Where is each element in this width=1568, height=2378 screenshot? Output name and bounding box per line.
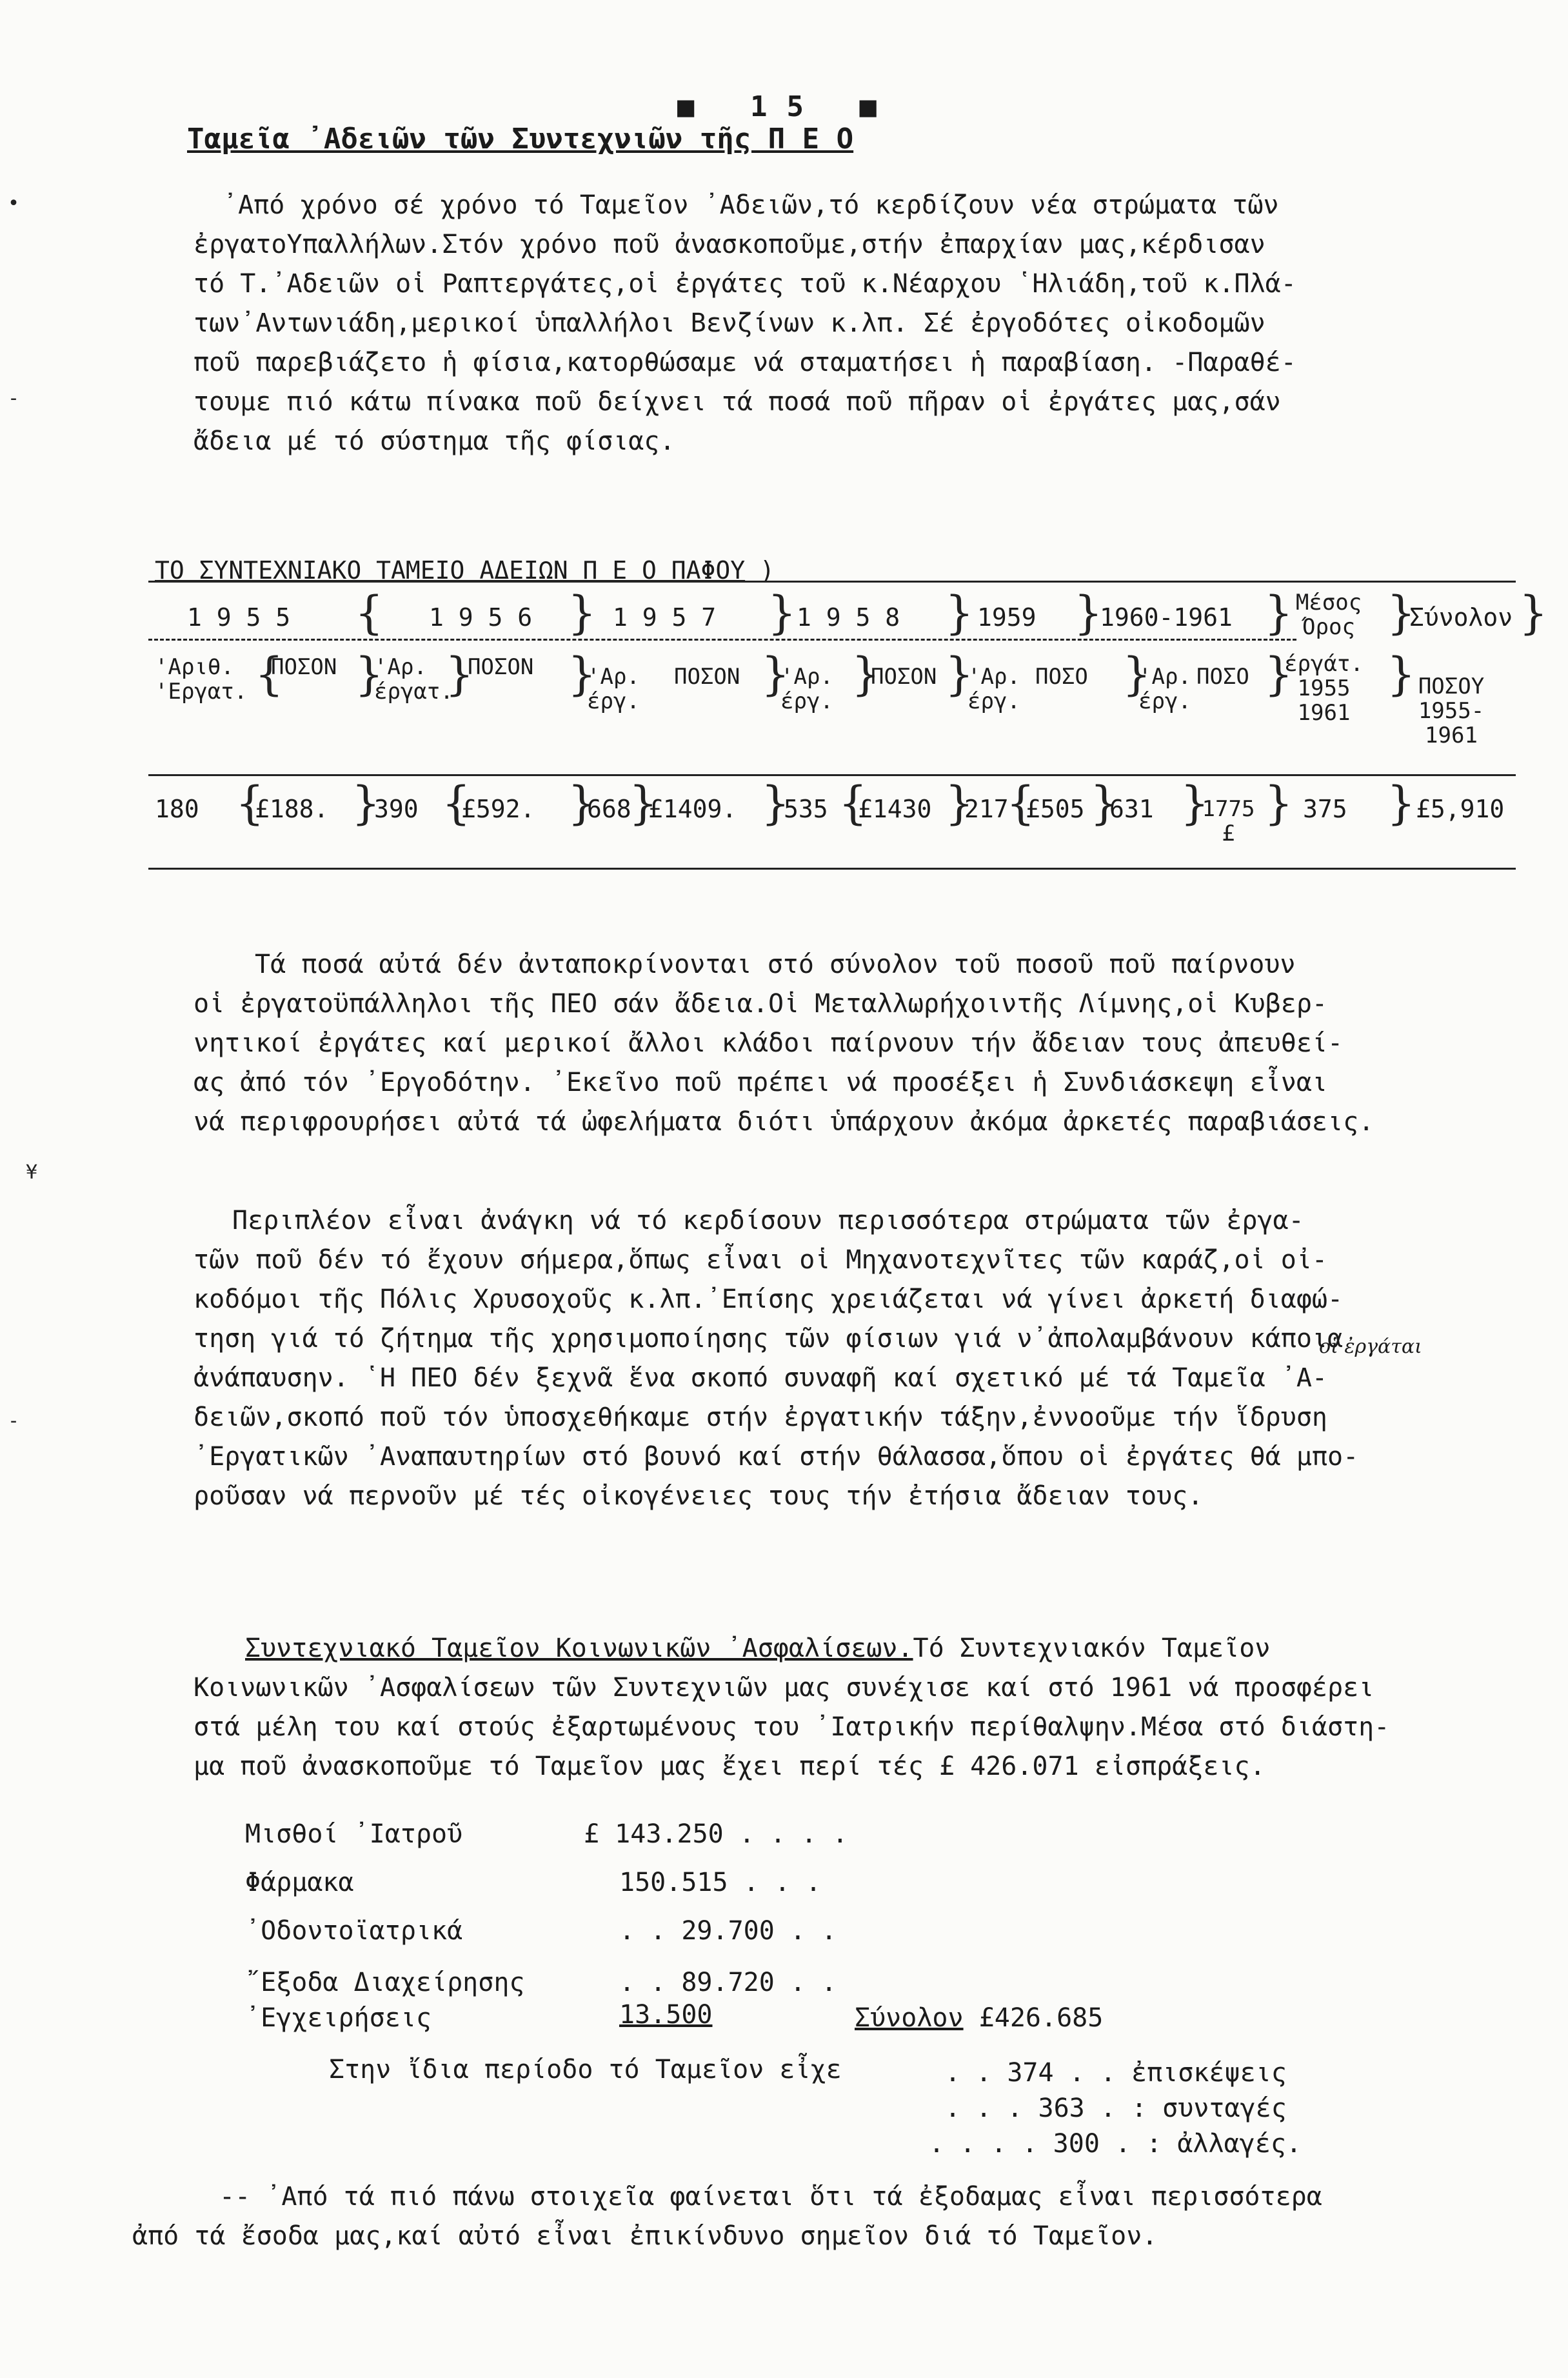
value-1958-workers: 535 [784,795,828,823]
visit-count: 300 [1053,2129,1100,2159]
value-1956-amount: £592. [461,795,535,823]
subheader-workers: 'Αρ. έργ. [968,664,1020,714]
column-brace: } [355,648,384,701]
column-brace: } [945,586,974,639]
text-line: ποῦ παρεβιάζετο ἡ φίσια,κατορθώσαμε νά σταματήσει ἡ παραβίαση. -Παραθέ- [194,348,1296,377]
column-brace: } [851,648,880,701]
text-line: κοδόμοι τῆς Πόλις Χρυσοχοῦς κ.λπ.᾿Επίσης χρειάζεται νά γίνει ἀρκετή διαφώ- [194,1284,1344,1314]
expense-amount: 29.700 [681,1916,775,1946]
column-brace: } [945,648,974,701]
year-header-1957: 1 9 5 7 [613,603,717,632]
visit-label: συνταγές [1162,2093,1287,2123]
column-brace: { [355,586,384,639]
text-line: στά μέλη του καί στούς ἐξαρτωμένους του ᾿Ιατρικήν περίθαλψην.Μέσα στό διάστη- [194,1712,1390,1742]
visit-label: ἐπισκέψεις [1131,2058,1287,2088]
expense-label: Μισθοί ᾿Ιατροῦ [245,1819,463,1849]
text-line: ἐργατοΥπαλλήλων.Στόν χρόνο ποῦ ἀνασκοποῦμε,στήν ἐπαρχίαν μας,κέρδισαν [194,230,1265,259]
column-brace: { [442,777,471,830]
visit-row: . . . 363 . : συνταγές [945,2093,1287,2123]
year-header-1955: 1 9 5 5 [187,603,291,632]
expense-amount: 89.720 [681,1968,775,1997]
column-brace: } [1074,586,1103,639]
value-1957-workers: 668 [587,795,631,823]
value-1956-workers: 390 [374,795,419,823]
expense-amount: £ 143.250 [584,1819,724,1849]
total-header: Σύνολον [1409,603,1513,632]
expense-label: ᾿Εγχειρήσεις [245,2003,432,2033]
value-1960-1961-workers: 631 [1109,795,1154,823]
expense-value: . . 29.700 . . [619,1916,837,1946]
visit-row: . . 374 . . ἐπισκέψεις [945,2058,1287,2088]
value-total-amount: £5,910 [1416,795,1505,823]
column-brace: } [629,777,658,830]
section-heading: Συντεχνιακό Ταμεῖον Κοινωνικῶν ᾿Ασφαλίσεων. [245,1634,913,1663]
expense-label: ῎Εξοδα Διαχείρησης [245,1968,525,1997]
table-title: ΤΟ ΣΥΝΤΕΧΝΙΑΚΟ ΤΑΜΕΙΟ ΑΔΕΙΩΝ Π Ε Ο ΠΑΦΟΥ ) [155,556,775,585]
margin-dash: - [8,1410,20,1432]
text-line: οἱ ἐργατοϋπάλληλοι τῆς ΠΕΟ σάν ἄδεια.Οἱ Μεταλλωρήχοιντῆς Λίμνης,οἱ Κυβερ- [194,989,1327,1019]
subheader-amount: ΠΟΣΟ [1035,664,1088,690]
column-brace: } [1387,777,1416,830]
table-header-rule [148,639,1296,641]
margin-mark: ¥ [26,1161,38,1184]
text-line: ἀπό τά ἔσοδα μας,καί αὐτό εἶναι ἐπικίνδυνο σημεῖον διά τό Ταμεῖον. [132,2221,1158,2251]
column-brace: } [1519,586,1548,639]
subheader-total-amount: ΠΟΣΟΥ 1955-1961 [1418,674,1485,748]
section-heading-line [194,1629,1484,1668]
column-brace: } [1387,648,1416,701]
text-line: των᾿Αντωνιάδη,μερικοί ὑπαλλήλοι Βενζίνων κ.λπ. Σέ ἐργοδότες οἰκοδομῶν [194,308,1265,338]
total-value: £426.685 [978,2003,1104,2033]
document-title: Ταμεῖα ᾿Αδειῶν τῶν Συντεχνιῶν τῆς Π Ε Ο [187,123,854,155]
year-header-1958: 1 9 5 8 [797,603,900,632]
handwritten-note: οἱ ἐργάται [1319,1335,1422,1358]
expense-amount: 150.515 [619,1868,728,1897]
subheader-workers: 'Αρ. έργ. [1138,664,1191,714]
visits-intro: Στην ἴδια περίοδο τό Ταμεῖον εἶχε [329,2055,842,2084]
value-1955-workers: 180 [155,795,199,823]
column-brace: { [255,648,284,701]
column-brace: } [1180,777,1209,830]
text-line: τουμε πιό κάτω πίνακα ποῦ δείχνει τά ποσά ποῦ πῆραν οἱ ἐργάτες μας,σάν [194,387,1281,417]
text-line: Κοινωνικῶν ᾿Ασφαλίσεων τῶν Συντεχνιῶν μας συνέχισε καί στό 1961 νά προσφέρει [194,1673,1374,1703]
table-mid-rule [148,774,1516,776]
margin-dot: • [8,192,20,215]
column-brace: } [445,648,474,701]
column-brace: } [1387,586,1416,639]
year-header-1956: 1 9 5 6 [429,603,533,632]
column-brace: } [761,648,790,701]
subheader-amount: ΠΟΣΟΝ [271,654,337,680]
text-line: ροῦσαν νά περνοῦν μέ τές οἰκογένειες τους τήν ἐτήσια ἄδειαν τους. [194,1481,1204,1511]
text-line: νά περιφρουρήσει αὐτά τά ὠφελήματα διότι ὑπάρχουν ἀκόμα ἀρκετές παραβιάσεις. [194,1107,1374,1137]
column-brace: } [768,586,797,639]
expense-value [619,2000,713,2030]
section-2 [194,1629,1484,1786]
subheader-avg-workers: έργάτ. 1955 1961 [1284,651,1364,726]
text-line: Τά ποσά αὐτά δέν ἀνταποκρίνονται στό σύνολον τοῦ ποσοῦ ποῦ παίρνουν [255,950,1296,979]
text-line: δειῶν,σκοπό ποῦ τόν ὑποσχεθήκαμε στήν ἐργατικήν τάξην,ἐννοοῦμε τήν ἵδρυση [194,1403,1327,1432]
text-line: -- ᾿Από τά πιό πάνω στοιχεῖα φαίνεται ὅτι τά ἐξοδαμας εἶναι περισσότερα [219,2182,1322,2212]
text-line: ἄδεια μέ τό σύστημα τῆς φίσιας. [194,426,675,456]
paragraph-3 [194,1201,1484,1516]
value-1955-amount: £188. [255,795,329,823]
subheader-workers: 'Αρ. έργατ. [374,654,453,704]
text-line: τό Τ.᾿Αδειῶν οἱ Ραπτεργάτες,οἱ ἐργάτες τοῦ κ.Νέαρχου ῾Ηλιάδη,τοῦ κ.Πλά- [194,269,1296,299]
conclusion [132,2177,1519,2256]
year-header-1960-1961: 1960-1961 [1100,603,1233,632]
column-brace: } [568,648,597,701]
expenses-total [855,2003,1103,2033]
expense-label: Φάρμακα [245,1868,354,1897]
column-brace: { [1006,777,1035,830]
expense-value: £ 143.250 . . . . [584,1819,848,1849]
text-line: ᾿Από χρόνο σέ χρόνο τό Ταμεῖον ᾿Αδειῶν,τό κερδίζουν νέα στρώματα τῶν [223,190,1279,220]
visit-label: ἀλλαγές. [1177,2129,1302,2159]
column-brace: } [1090,777,1119,830]
expense-label: ᾿Οδοντοϊατρικά [245,1916,463,1946]
column-brace: } [1264,648,1293,701]
year-header-1959: 1959 [977,603,1037,632]
subheader-workers: 'Αριθ. 'Εργατ. [155,654,248,704]
subheader-workers: 'Αρ. έργ. [587,664,640,714]
expense-amount: 13.500 [619,2000,713,2030]
text-line: Περιπλέον εἶναι ἀνάγκη νά τό κερδίσουν περισσότερα στρώματα τῶν ἐργα- [232,1206,1304,1235]
column-brace: } [1264,777,1293,830]
average-header: Μέσος Όρος [1295,590,1362,640]
column-brace: } [568,777,597,830]
subheader-amount: ΠΟΣΟΝ [871,664,937,690]
subheader-workers: 'Αρ. έργ. [780,664,833,714]
column-brace: { [235,777,264,830]
value-1958-amount: £1430 [858,795,932,823]
intro-paragraph [194,186,1484,461]
column-brace: } [1122,648,1151,701]
value-1960-1961-amount: 1775 £ [1202,796,1255,846]
column-brace: { [839,777,868,830]
visit-count: 374 [1007,2058,1054,2088]
text-line: Τό Συντεχνιακόν Ταμεῖον [913,1634,1271,1663]
subheader-amount: ΠΟΣΟΝ [674,664,740,690]
text-line: τηση γιά τό ζήτημα τῆς χρησιμοποίησης τῶν φίσιων γιά ν᾿ἀπολαμβάνουν κάποια [194,1324,1344,1354]
text-line: νητικοί ἐργάτες καί μερικοί ἄλλοι κλάδοι παίρνουν τήν ἄδειαν τους ἀπευθεί- [194,1028,1344,1058]
paragraph-2 [194,945,1484,1142]
total-label: Σύνολον [855,2003,964,2033]
visit-row: . . . . 300 . : ἀλλαγές. [929,2129,1302,2159]
column-brace: } [568,586,597,639]
table-top-rule [148,581,1516,583]
text-line: τῶν ποῦ δέν τό ἔχουν σήμερα,ὅπως εἶναι οἱ Μηχανοτεχνῖτες τῶν καράζ,οἱ οἰ- [194,1245,1327,1275]
expense-value: . . 89.720 . . [619,1968,837,1997]
text-line: μα ποῦ ἀνασκοποῦμε τό Ταμεῖον μας ἔχει περί τές £ 426.071 εἰσπράξεις. [194,1752,1265,1781]
value-1959-amount: £505 [1026,795,1085,823]
subheader-amount: ΠΟΣΟ [1196,664,1249,690]
value-1959-workers: 217 [964,795,1009,823]
margin-dash: - [8,387,20,410]
visit-count: 363 [1038,2093,1085,2123]
text-line: ᾿Εργατικῶν ᾿Αναπαυτηρίων στό βουνό καί στήν θάλασσα,ὅπου οἱ ἐργάτες θά μπο- [194,1442,1359,1472]
column-brace: } [352,777,381,830]
expense-value: 150.515 . . . [619,1868,822,1897]
value-1957-amount: £1409. [648,795,737,823]
column-brace: } [1264,586,1293,639]
subheader-amount: ΠΟΣΟΝ [468,654,534,680]
column-brace: } [945,777,974,830]
text-line: ἀνάπαυσην. ῾Η ΠΕΟ δέν ξεχνᾶ ἕνα σκοπό συναφῆ καί σχετικό μέ τά Ταμεῖα ᾿Α- [194,1363,1327,1393]
value-average-workers: 375 [1303,795,1347,823]
page-number: ■ 15 ■ [677,90,896,123]
column-brace: } [761,777,790,830]
table-bottom-rule [148,868,1516,870]
table-title-text: ΤΟ ΣΥΝΤΕΧΝΙΑΚΟ ΤΑΜΕΙΟ ΑΔΕΙΩΝ Π Ε Ο ΠΑΦΟΥ [155,556,746,585]
text-line: ας ἀπό τόν ᾿Εργοδότην. ᾿Εκεῖνο ποῦ πρέπει νά προσέξει ἡ Συνδιάσκεψη εἶναι [194,1068,1327,1097]
